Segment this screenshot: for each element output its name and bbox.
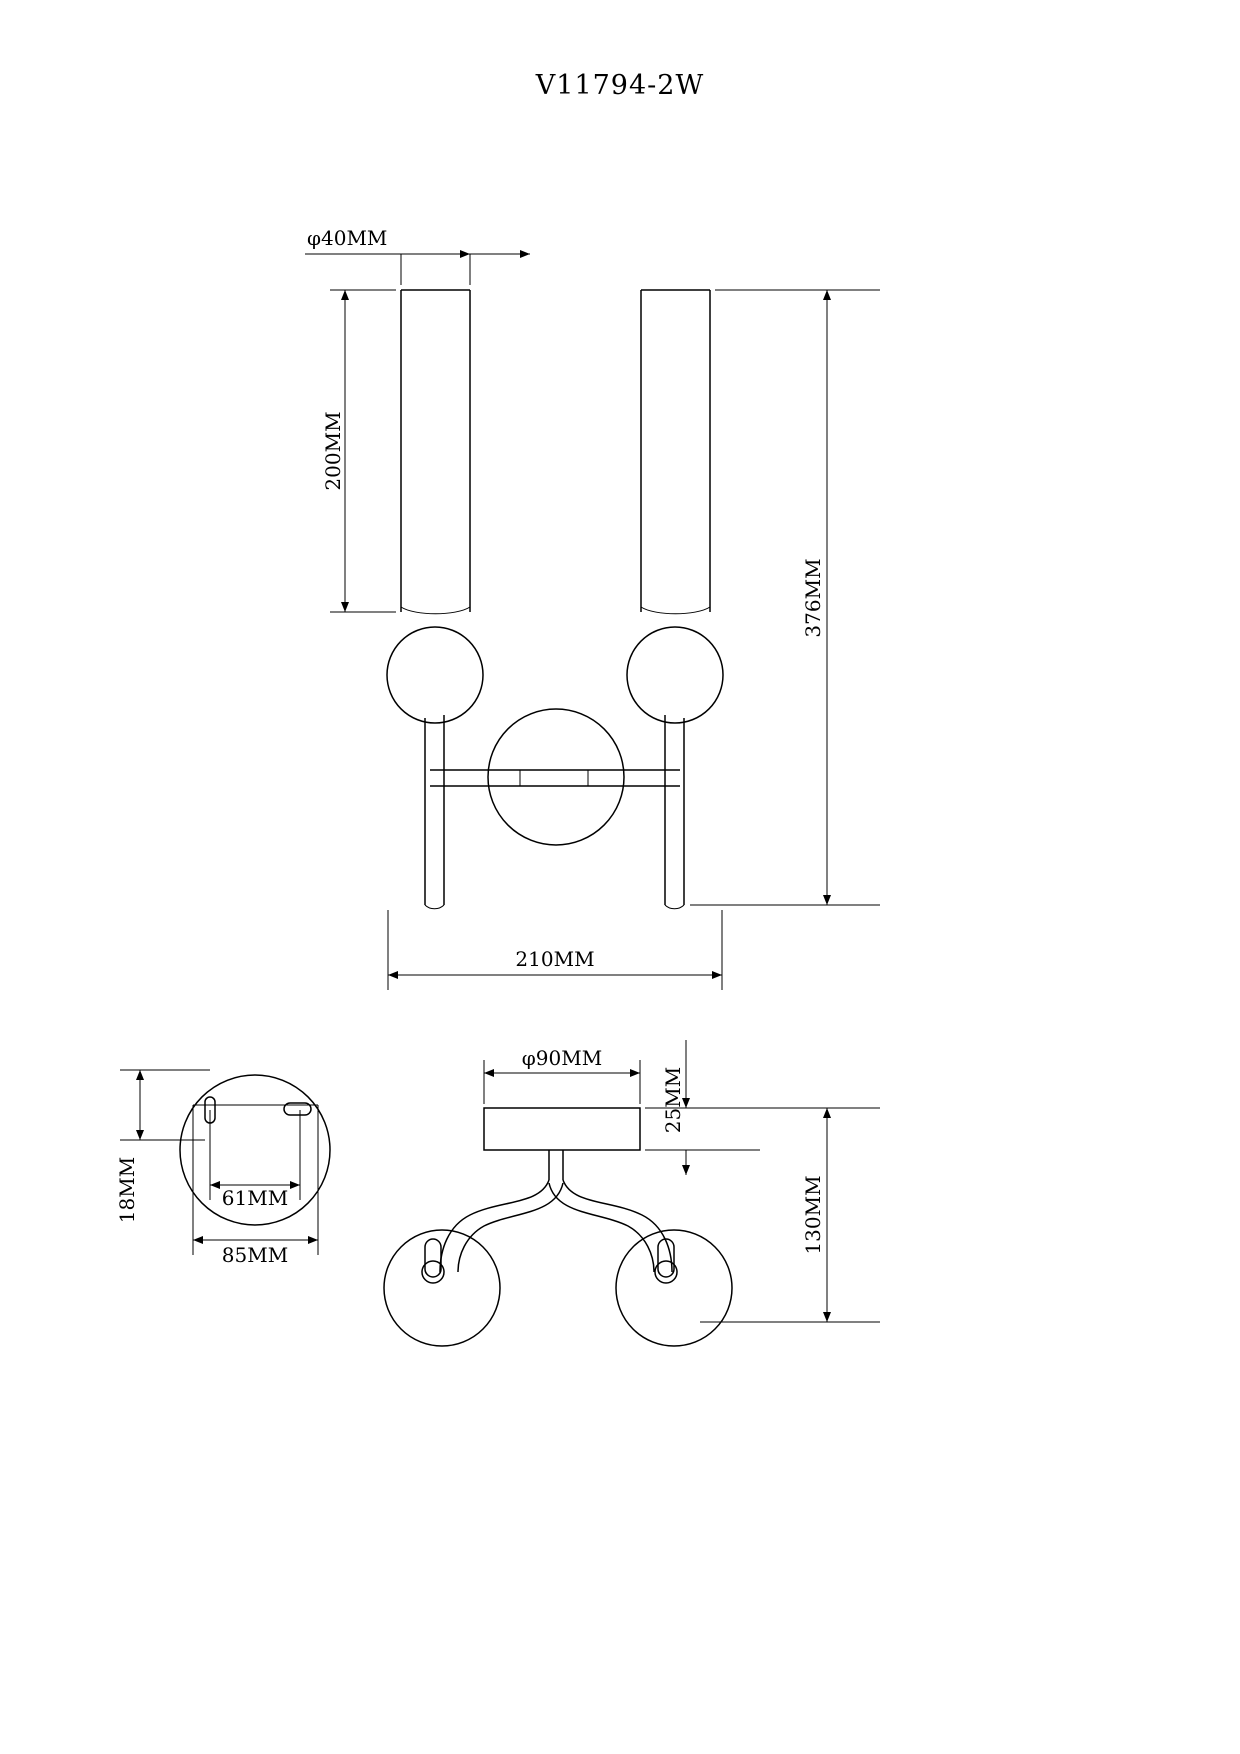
backplate-detail-dimensions: [115, 1070, 318, 1267]
dim-61mm-label: 61MM: [221, 1186, 289, 1210]
side-elevation-geometry: [384, 1108, 732, 1346]
dim-dia90-label: φ90MM: [521, 1046, 603, 1070]
dim-85mm-label: 85MM: [221, 1243, 289, 1267]
dim-130mm-label: 130MM: [801, 1175, 825, 1255]
dim-dia40-label: φ40MM: [307, 226, 388, 250]
dim-210mm-label: 210MM: [515, 947, 595, 971]
dim-200mm-label: 200MM: [321, 411, 345, 491]
side-elevation-dimensions: [484, 1040, 880, 1322]
dim-18mm-label: 18MM: [115, 1156, 139, 1224]
front-elevation-dimensions: [305, 226, 880, 990]
dim-376mm-label: 376MM: [801, 558, 825, 638]
front-elevation-geometry: [387, 290, 723, 909]
dim-25mm-label: 25MM: [661, 1066, 685, 1134]
page-title: V11794-2W: [535, 70, 705, 101]
